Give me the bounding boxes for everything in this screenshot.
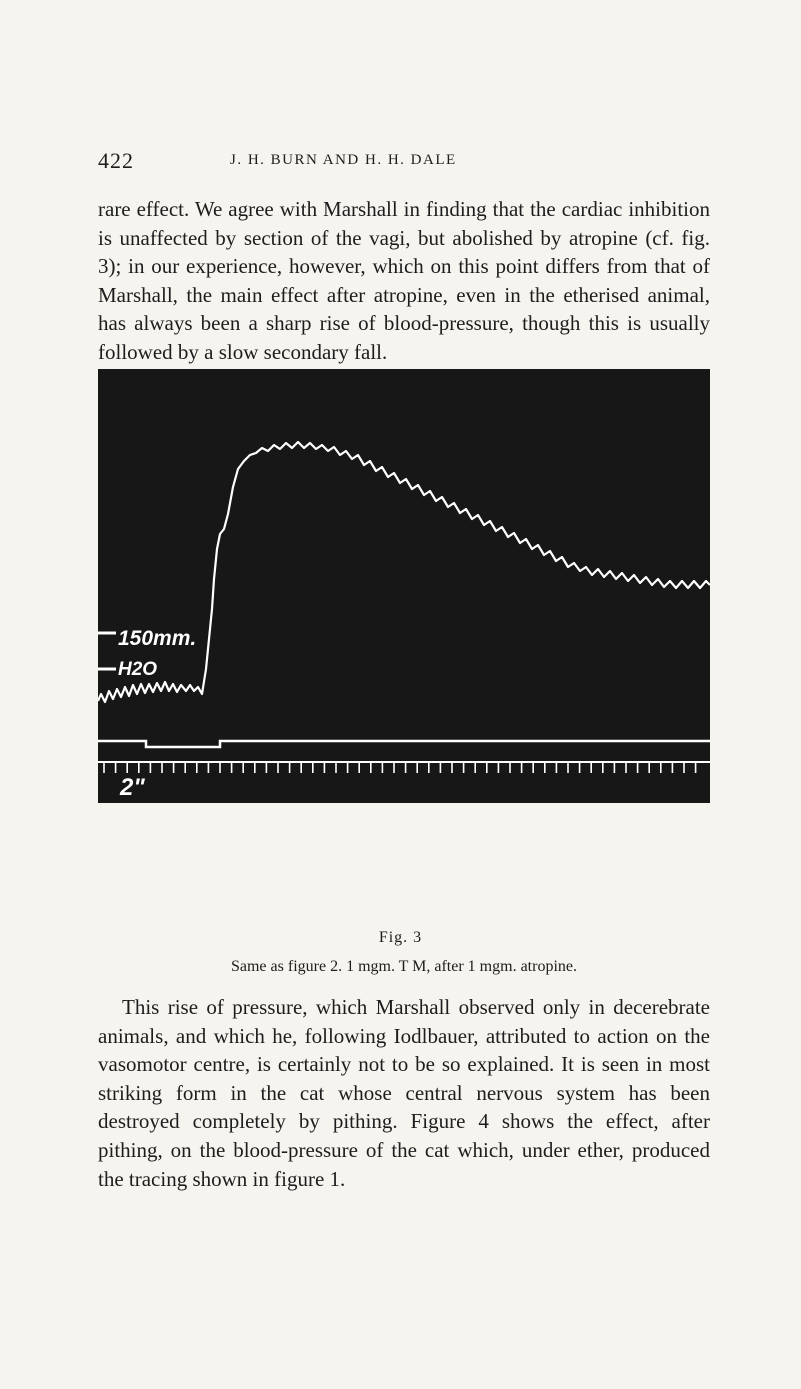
pressure-mark-label: 150mm. [118,627,197,650]
kymograph-tracing [98,369,710,803]
tracing-background [98,369,710,803]
running-head: J. H. BURN AND H. H. DALE [230,152,457,168]
figure-label: Fig. 3 [378,929,423,946]
zero-mark-label: H2O [118,659,158,680]
paragraph-1: rare effect. We agree with Marshall in finding that the cardiac inhibition is unaffected by section of the vagi, but abolished by atropine (cf. fig. 3); in our experience, however, which on this point differs from that of Marshall, the main effect after atropine, even in the etherised animal, has always been a sharp rise of blood-pressure, though this is usually followed by a slow secondary fall. [98,197,710,364]
time-mark-label: 2" [120,774,145,801]
figure-3-tracing [98,369,710,803]
page-header [98,148,708,172]
paragraph-2: This rise of pressure, which Marshall observed only in decerebrate animals, and which he, following Iodlbauer, attributed to action on the vasomotor centre, is certainly not to be so explained. It is seen in most striking form in the cat whose central nervous system has been destroyed completely by pithing. Figure 4 shows the effect, after pithing, on the blood-pressure of the cat which, under ether, produced the tracing shown in figure 1. [98,995,710,1191]
page-number: 422 [98,148,134,173]
figure-caption: Same as figure 2. 1 mgm. T M, after 1 mgm. atropine. [230,958,577,975]
